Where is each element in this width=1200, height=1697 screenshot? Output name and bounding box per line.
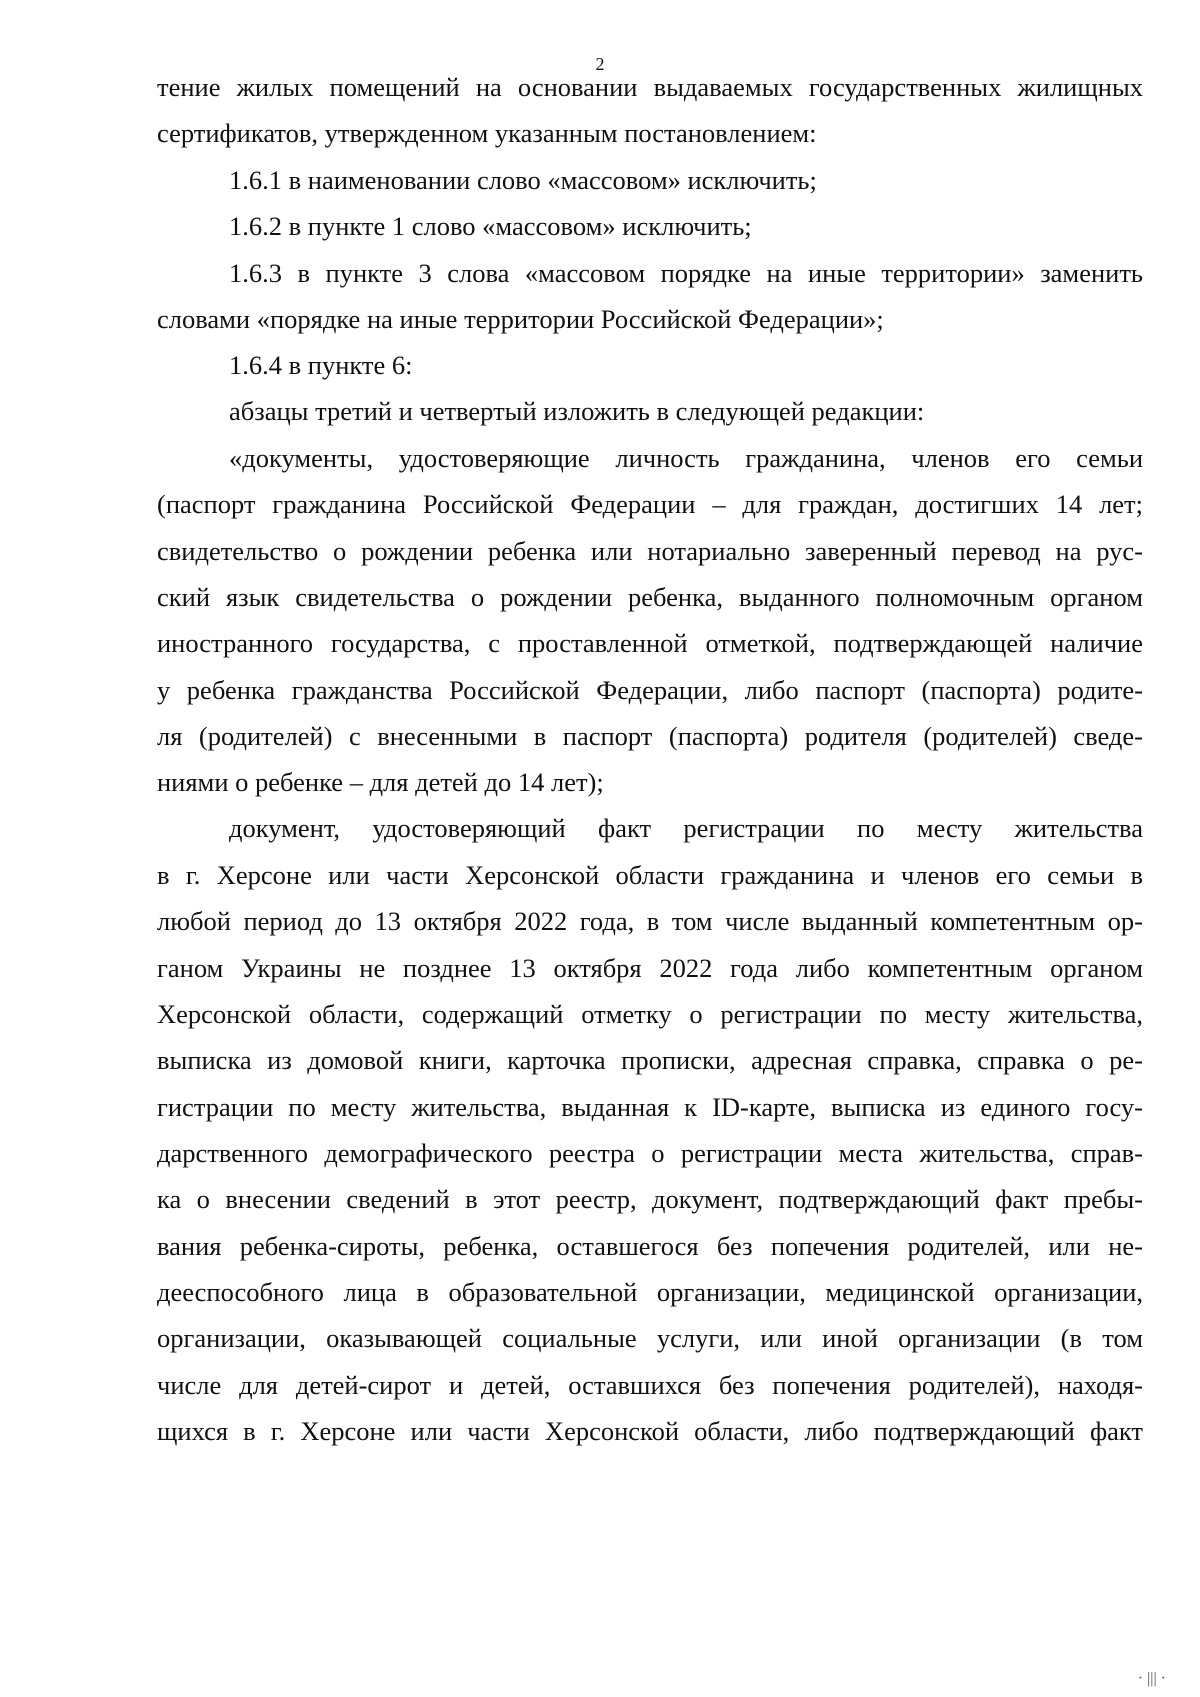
text-line: дарственного демографического реестра о регистрации места жительства, справ- [157, 1138, 1143, 1168]
text-line: свидетельство о рождении ребенка или нотариально заверенный перевод на рус- [157, 536, 1143, 566]
text-line: щихся в г. Херсоне или части Херсонской области, либо подтверждающий факт [157, 1416, 1143, 1446]
text-line: в г. Херсоне или части Херсонской области гражданина и членов его семьи в [157, 860, 1143, 890]
text-line: ля (родителей) с внесенными в паспорт (паспорта) родителя (родителей) сведе- [157, 721, 1143, 751]
text-line: у ребенка гражданства Российской Федерации, либо паспорт (паспорта) родите- [157, 675, 1143, 705]
text-line: любой период до 13 октября 2022 года, в том числе выданный компетентным ор- [157, 906, 1143, 936]
text-line: дееспособного лица в образовательной организации, медицинской организации, [157, 1277, 1143, 1307]
text-line: ниями о ребенке – для детей до 14 лет); [157, 767, 604, 797]
text-line: Херсонской области, содержащий отметку о регистрации по месту жительства, [157, 999, 1143, 1029]
text-line: числе для детей-сирот и детей, оставшихся без попечения родителей), находя- [157, 1370, 1143, 1400]
text-line: абзацы третий и четвертый изложить в следующей редакции: [229, 396, 925, 426]
page-number: 2 [595, 54, 605, 74]
text-line: 1.6.2 в пункте 1 слово «массовом» исключить; [229, 211, 752, 241]
text-line: гистрации по месту жительства, выданная к ID-карте, выписка из единого госу- [157, 1092, 1143, 1122]
text-line: иностранного государства, с проставленной отметкой, подтверждающей наличие [157, 628, 1143, 658]
text-line: документ, удостоверяющий факт регистрации по месту жительства [229, 813, 1143, 843]
text-line: 1.6.4 в пункте 6: [229, 350, 413, 380]
text-line: ганом Украины не позднее 13 октября 2022 года либо компетентным органом [157, 953, 1143, 983]
text-line: выписка из домовой книги, карточка прописки, адресная справка, справка о ре- [157, 1045, 1143, 1075]
text-line: сертификатов, утвержденном указанным постановлением: [157, 118, 817, 148]
text-line: словами «порядке на иные территории Российской Федерации»; [157, 304, 884, 334]
text-line: ский язык свидетельства о рождении ребенка, выданного полномочным органом [157, 582, 1143, 612]
text-line: 1.6.1 в наименовании слово «массовом» исключить; [229, 165, 817, 195]
text-line: тение жилых помещений на основании выдаваемых государственных жилищных [157, 72, 1143, 102]
text-line: вания ребенка-сироты, ребенка, оставшегося без попечения родителей, или не- [157, 1231, 1143, 1261]
scan-marks: · ||| · [1137, 1670, 1166, 1687]
text-line: «документы, удостоверяющие личность гражданина, членов его семьи [229, 443, 1143, 473]
text-line: ка о внесении сведений в этот реестр, документ, подтверждающий факт пребы- [157, 1184, 1143, 1214]
text-line: 1.6.3 в пункте 3 слова «массовом порядке на иные территории» заменить [229, 258, 1143, 288]
text-line: (паспорт гражданина Российской Федерации – для граждан, достигших 14 лет; [157, 489, 1143, 519]
text-line: организации, оказывающей социальные услуги, или иной организации (в том [157, 1323, 1143, 1353]
